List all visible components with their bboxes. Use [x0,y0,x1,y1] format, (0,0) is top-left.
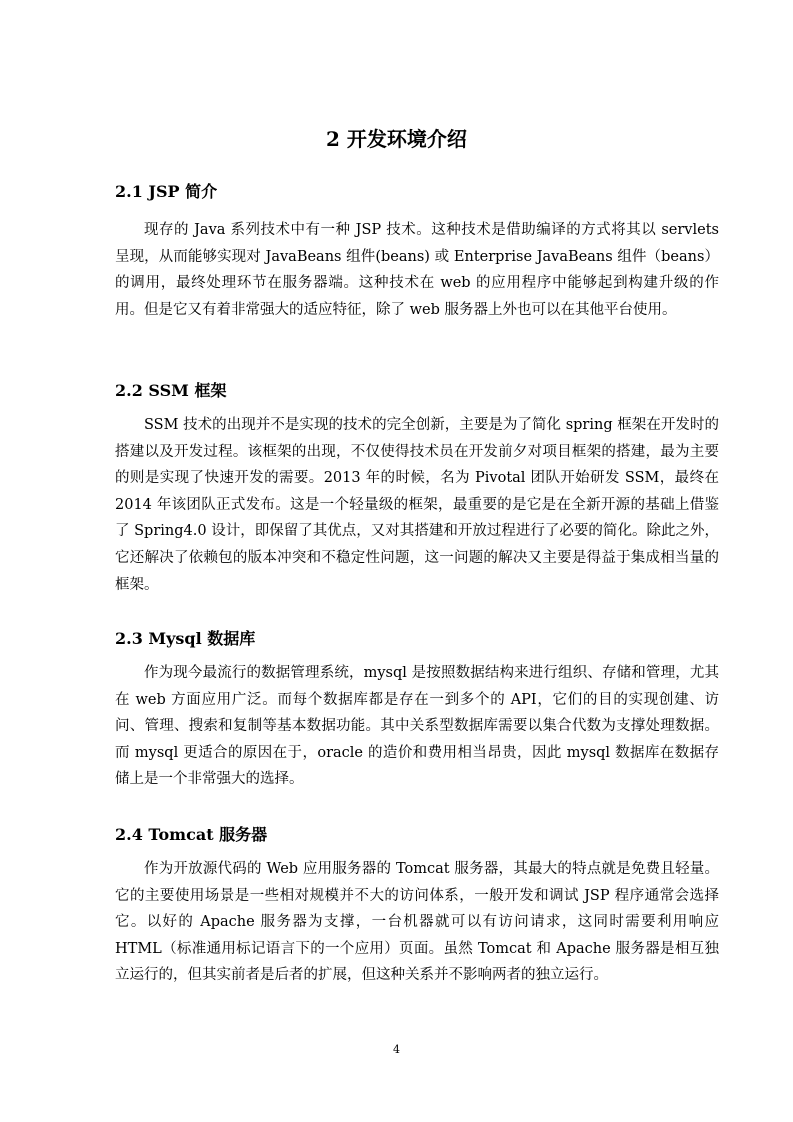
section-heading: 2.3 Mysql 数据库 [115,629,256,648]
chapter-title: 2 开发环境介绍 [326,127,467,151]
section-heading: 2.4 Tomcat 服务器 [115,825,268,844]
section-heading: 2.1 JSP 简介 [115,182,218,201]
section-heading: 2.2 SSM 框架 [115,381,227,400]
section-paragraph: 作为现今最流行的数据管理系统，mysql 是按照数据结构来进行组织、存储和管理，尤其在 web 方面应用广泛。而每个数据库都是存在一到多个的 API，它们的目的实现创建、访问、管理、搜索和复制等基本数据功能。其中关系型数据库需要以集合代数为支撑处理数据。而 mysql 更适合的原因在于，oracle 的造价和费用相当昂贵，因此 mysql 数据库在数据存储上是一个非常强大的选择。 [115,665,719,788]
section-paragraph: SSM 技术的出现并不是实现的技术的完全创新，主要是为了简化 spring 框架在开发时的搭建以及开发过程。该框架的出现，不仅使得技术员在开发前夕对项目框架的搭建，最为主要的则是实现了快速开发的需要。2013 年的时候，名为 Pivotal 团队开始研发 SSM，最终在 2014 年该团队正式发布。这是一个轻量级的框架，最重要的是它是在全新开源的基础上借鉴了 Spring4.0 设计，即保留了其优点，又对其搭建和开放过程进行了必要的简化。除此之外，它还解决了依赖包的版本冲突和不稳定性问题，这一问题的解决又主要是得益于集成相当量的框架。 [115,417,719,593]
section-jsp [115,181,719,323]
page-number: 4 [393,1043,400,1056]
section-mysql [115,628,719,793]
section-paragraph: 作为开放源代码的 Web 应用服务器的 Tomcat 服务器，其最大的特点就是免费且轻量。它的主要使用场景是一些相对规模并不大的访问体系，一般开发和调试 JSP 程序通常会选择它。以好的 Apache 服务器为支撑，一台机器就可以有访问请求，这同时需要利用响应 HTML（标准通用标记语言下的一个应用）页面。虽然 Tomcat 和 Apache 服务器是相互独立运行的，但其实前者是后者的扩展，但这种关系并不影响两者的独立运行。 [115,861,719,984]
section-ssm [115,380,719,598]
section-paragraph: 现存的 Java 系列技术中有一种 JSP 技术。这种技术是借助编译的方式将其以 servlets 呈现，从而能够实现对 JavaBeans 组件(beans) 或 Enterprise JavaBeans 组件（beans）的调用，最终处理环节在服务器端。这种技术在 web 的应用程序中能够起到构建升级的作用。但是它又有着非常强大的适应特征，除了 web 服务器上外也可以在其他平台使用。 [115,222,719,318]
section-tomcat [115,824,719,989]
